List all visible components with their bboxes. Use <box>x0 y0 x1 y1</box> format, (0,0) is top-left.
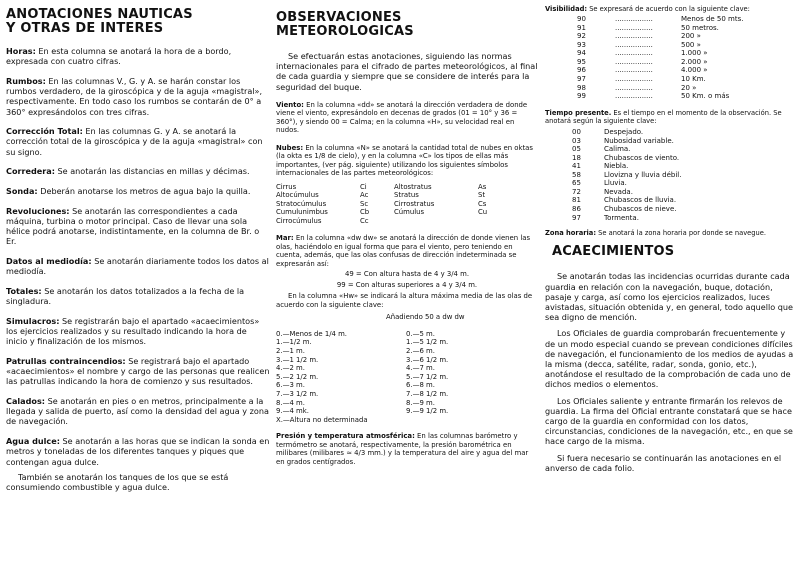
present-weather-code: 86 <box>572 205 581 213</box>
visibility-code: 97 <box>577 75 586 84</box>
cloud-symbol <box>478 217 506 226</box>
entry-sonda: Sonda: Deberán anotarse los metros de agua bajo la quilla. <box>6 186 251 197</box>
visibility-code: 90 <box>577 15 586 24</box>
entry-revoluciones: Revoluciones: Se anotarán las correspondientes a cada máquina, turbina o motor principal. Caso de llevar una sola hélice podrá anotarse, indistintamente, en la columna de Br. o Er. <box>6 205 260 247</box>
wave-code-high: 7.—8 1/2 m. <box>406 389 449 398</box>
wave-code-low: 4.—2 m. <box>276 364 305 373</box>
visibility-code: 95 <box>577 57 586 66</box>
visibility-row <box>577 84 796 93</box>
present-weather-row <box>572 171 796 180</box>
cloud-symbol: Cc <box>360 216 369 225</box>
wave-code-high: 9.—9 1/2 m. <box>406 407 449 416</box>
wave-code-high: 0.—5 m. <box>406 329 435 338</box>
visibility-code: 91 <box>577 23 586 32</box>
visibility-code: 99 <box>577 92 586 101</box>
present-weather-code: 65 <box>572 179 581 188</box>
wave-code-low: 3.—1 1/2 m. <box>276 355 319 364</box>
cloud-symbol: Ac <box>360 191 369 200</box>
cloud-symbol: St <box>478 191 486 200</box>
mar-paragraph: Mar: En la columna «dw dw» se anotará la dirección de donde vienen las olas, haciéndolo en igual forma que para el viento, pero teniendo en cuenta, además, que las olas confusas de dirección indeterminada se expresarán así: <box>276 234 531 268</box>
visibility-dots: ................. <box>615 32 653 41</box>
cloud-symbol: Cs <box>478 199 487 208</box>
entry-agua-dulce: Agua dulce: Se anotarán a las horas que se indican la sonda en metros y toneladas de los diferentes tanques y piques que contengan agua dulce. <box>6 436 270 467</box>
wave-code-high <box>406 416 506 425</box>
visibility-value: 20 » <box>681 83 697 92</box>
visibility-dots: ................. <box>615 66 653 75</box>
present-weather-label: Lluvia. <box>604 179 627 188</box>
present-weather-table <box>545 128 796 222</box>
present-weather-code: 41 <box>572 162 581 171</box>
present-weather-code: 03 <box>572 136 581 145</box>
entry-calados: Calados: Se anotarán en pies o en metros, principalmente a la llegada y salida de puerto, así como la densidad del agua y zona de navegación. <box>6 396 269 427</box>
visibility-dots: ................. <box>615 40 653 49</box>
presion-paragraph: Presión y temperatura atmosférica: En las columnas barómetro y termómetro se anotará, respectivamente, la presión barométrica en milibares (milibares ≈ 4/3 mm.) y la temperatura del aire y agua del mar en grados centígrados. <box>276 432 529 466</box>
entry-simulacros: Simulacros: Se registrarán bajo el apartado «acaecimientos» los ejercicios realizados y su resultado indicando la hora de inicio y finalización de los mismos. <box>6 315 260 347</box>
wave-code-high: 5.—7 1/2 m. <box>406 372 449 381</box>
visibility-value: 10 Km. <box>681 75 706 84</box>
cloud-name: Cirrocúmulus <box>276 216 322 225</box>
hw-add-note: Añadiendo 50 a dw dw <box>386 313 465 322</box>
tiempo-presente-heading: Tiempo presente. Es el tiempo en el momento de la observación. Se anotará según la siguiente clave: <box>545 108 782 125</box>
nautical-notes-title: ANOTACIONES NAUTICAS Y OTRAS DE INTERES <box>6 7 193 36</box>
wave-code-low: 9.—4 mk. <box>276 407 309 416</box>
wave-code-low: X.—Altura no determinada <box>276 415 368 424</box>
visibility-code: 96 <box>577 66 586 75</box>
acaecimientos-p2: Los Oficiales de guardia comprobarán frecuentemente y de un modo especial cuando se prevean condiciones difíciles de navegación, el funcionamiento de los medios de ayudas a la misma (decca, satélite, radar, sonda, gonio, etc.), anotándose el resultado de la comprobación de cada uno de dichos medios o elementos. <box>545 328 794 390</box>
wave-code-high: 1.—5 1/2 m. <box>406 338 449 347</box>
wave-code-low: 2.—1 m. <box>276 347 305 355</box>
cloud-name: Cumulunimbus <box>276 208 328 217</box>
entry-horas: Horas: En esta columna se anotará la hora de a bordo, expresada con cuatro cifras. <box>6 46 232 67</box>
cloud-symbol: Sc <box>360 199 369 208</box>
visibility-row <box>577 49 796 58</box>
meteo-intro: Se efectuarán estas anotaciones, siguiendo las normas internacionales para el cifrado de partes meteorológicos, al final de cada guardia y siempre que se considere de interés para la seguridad del buque. <box>276 51 538 92</box>
acaecimientos-p3: Los Oficiales saliente y entrante firmarán los relevos de guardia. La firma del Oficial entrante constatará que se hace cargo de la guardia en conformidad con los datos, circunstancias, condiciones de la navegación, etc., en que se hace cargo de la misma. <box>545 395 793 447</box>
meteo-column <box>276 8 538 475</box>
wave-code-low: 7.—3 1/2 m. <box>276 389 319 398</box>
entry-datos-mediodia: Datos al mediodía: Se anotarán diariamente todos los datos al mediodía. <box>6 256 269 277</box>
present-weather-row <box>572 179 796 188</box>
visibility-dots: ................. <box>615 49 653 58</box>
meteo-title: OBSERVACIONES METEOROLOGICAS <box>276 10 414 39</box>
entry-corredera: Corredera: Se anotarán las distancias en millas y décimas. <box>6 166 250 177</box>
hw-paragraph: En la columna «Hw» se indicará la altura máxima media de las olas de acuerdo con la siguiente clave: <box>276 292 533 309</box>
present-weather-code: 81 <box>572 196 581 205</box>
cloud-name: Cirrus <box>276 182 297 191</box>
cloud-name: Altostratus <box>394 182 432 191</box>
closing-note: También se anotarán los tanques de los que se está consumiendo combustible y agua dulce. <box>6 471 229 492</box>
present-weather-code: 72 <box>572 187 581 196</box>
visibility-row <box>577 24 796 33</box>
visibility-code: 93 <box>577 40 586 49</box>
wave-code-low: 0.—Menos de 1/4 m. <box>276 329 347 338</box>
cloud-name: Stratus <box>394 191 419 200</box>
cloud-symbol: Ci <box>360 182 367 191</box>
present-weather-code: 00 <box>572 128 581 137</box>
wave-code-low: 6.—3 m. <box>276 381 305 390</box>
visibility-dots: ................. <box>615 23 653 32</box>
entry-rumbos: Rumbos: En las columnas V., G. y A. se harán constar los rumbos verdadero, de la giroscópica y de la aguja «magistral», respectivamente. En todo caso los rumbos se contarán de 0° a 360° expresándolos con tres cifras. <box>6 75 263 117</box>
mar-code-99: 99 = Con alturas superiores a 4 y 3/4 m. <box>336 280 478 289</box>
acaecimientos-p1: Se anotarán todas las incidencias ocurridas durante cada guardia en relación con la navegación, buque, dotación, pasaje y carga, así como los ejercicios realizados, luces avistadas, situación obtenida y, en general, todo aquello que sea digno de mención. <box>545 271 793 323</box>
present-weather-row <box>572 214 796 223</box>
visibilidad-heading: Visibilidad: Se expresará de acuerdo con la siguiente clave: <box>545 5 750 13</box>
mar-code-49: 49 = Con altura hasta de 4 y 3/4 m. <box>344 270 470 279</box>
present-weather-row <box>572 137 796 146</box>
present-weather-code: 58 <box>572 170 581 179</box>
present-weather-label: Nubosidad variable. <box>604 136 674 145</box>
present-weather-row <box>572 128 796 137</box>
present-weather-label: Despejado. <box>604 128 644 137</box>
acaecimientos-title: ACAECIMIENTOS <box>552 244 675 260</box>
visibility-value: 200 » <box>681 32 701 41</box>
present-weather-label: Nevada. <box>604 187 633 196</box>
visibility-value: 500 » <box>681 40 701 49</box>
present-weather-label: Calima. <box>604 145 631 154</box>
visibility-row <box>577 15 796 24</box>
entry-totales: Totales: Se anotarán los datos totalizados a la fecha de la singladura. <box>6 285 245 307</box>
visibility-value: 50 Km. o más <box>681 92 730 101</box>
visibility-row <box>577 92 796 101</box>
cloud-symbol: Cb <box>360 208 370 217</box>
cloud-symbol: As <box>478 182 487 191</box>
wave-code-high: 4.—7 m. <box>406 364 435 373</box>
visibility-value: 50 metros. <box>681 23 719 32</box>
wave-code-high: 3.—6 1/2 m. <box>406 355 449 364</box>
visibility-row <box>577 66 796 75</box>
zona-horaria-note: Zona horaria: Se anotará la zona horaria por donde se navegue. <box>545 229 767 238</box>
viento-paragraph: Viento: En la columna «dd» se anotará la dirección verdadera de donde viene el viento, expresándolo en decenas de grados (01 = 10° y 36 = 360°), y siendo 00 = Calma; en la columna «H», su velocidad real en nudos. <box>276 100 528 135</box>
wave-height-table <box>276 330 538 425</box>
present-weather-label: Chubascos de viento. <box>604 153 680 162</box>
present-weather-label: Chubascos de lluvia. <box>604 196 677 205</box>
present-weather-code: 97 <box>572 213 581 222</box>
present-weather-row <box>572 205 796 214</box>
present-weather-row <box>572 162 796 171</box>
present-weather-row <box>572 196 796 205</box>
visibility-row <box>577 75 796 84</box>
visibility-row <box>577 58 796 67</box>
present-weather-code: 05 <box>572 145 581 154</box>
visibility-code: 94 <box>577 49 586 58</box>
present-weather-row <box>572 145 796 154</box>
visibility-value: Menos de 50 mts. <box>681 15 744 24</box>
visibility-row <box>577 41 796 50</box>
present-weather-label: Niebla. <box>604 162 629 171</box>
present-weather-label: Chubascos de nieve. <box>604 205 677 213</box>
entry-patrullas: Patrullas contraincendios: Se registrará bajo el apartado «acaecimientos» el nombre y cargo de las personas que realicen las patrullas indicando la hora de comienzo y sus resultados. <box>6 355 270 387</box>
cloud-name: Stratocúmulus <box>276 199 327 208</box>
wave-code-low: 5.—2 1/2 m. <box>276 372 319 381</box>
visibility-dots: ................. <box>615 75 653 84</box>
visibility-dots: ................. <box>615 15 653 24</box>
visibility-value: 1.000 » <box>681 49 708 58</box>
wave-code-high: 6.—8 m. <box>406 381 435 390</box>
cloud-name <box>394 217 478 226</box>
visibility-value: 4.000 » <box>681 66 708 75</box>
nubes-paragraph: Nubes: En la columna «N» se anotará la cantidad total de nubes en oktas (la okta es 1/8 de cielo), y en la columna «C» los tipos de ellas más importantes, (ver pág. siguiente) utilizando los siguientes símbolos internacionales de las partes meteorológicos: <box>276 143 533 178</box>
cloud-name: Cirrostratus <box>394 199 435 208</box>
nautical-notes-column <box>6 8 270 502</box>
wave-code-low: 8.—4 m. <box>276 398 305 407</box>
present-weather-row <box>572 188 796 197</box>
visibility-code: 92 <box>577 32 586 41</box>
visibility-events-column <box>545 5 796 482</box>
present-weather-label: Llovizna y lluvia débil. <box>604 170 682 179</box>
visibility-row <box>577 32 796 41</box>
visibility-value: 2.000 » <box>681 57 708 66</box>
present-weather-code: 18 <box>572 153 581 162</box>
acaecimientos-p4: Si fuera necesario se continuarán las anotaciones en el anverso de cada folio. <box>545 452 782 473</box>
visibility-code: 98 <box>577 83 586 92</box>
wave-code-high: 8.—9 m. <box>406 398 435 407</box>
entry-correccion-total: Corrección Total: En las columnas G. y A. se anotará la corrección total de la giroscópica y de la aguja «magistral» con su signo. <box>6 126 263 157</box>
cloud-symbol: Cu <box>478 208 488 217</box>
cloud-name: Altocúmulus <box>276 191 319 200</box>
visibility-dots: ................. <box>615 92 653 101</box>
wave-code-high: 2.—6 m. <box>406 347 435 355</box>
visibility-dots: ................. <box>615 83 653 92</box>
visibility-dots: ................. <box>615 57 653 66</box>
wave-code-low: 1.—1/2 m. <box>276 338 312 347</box>
cloud-name: Cúmulus <box>394 208 425 217</box>
present-weather-row <box>572 154 796 163</box>
cloud-symbol-table <box>276 183 538 226</box>
visibility-code-table <box>545 15 796 100</box>
present-weather-label: Tormenta. <box>604 213 639 222</box>
